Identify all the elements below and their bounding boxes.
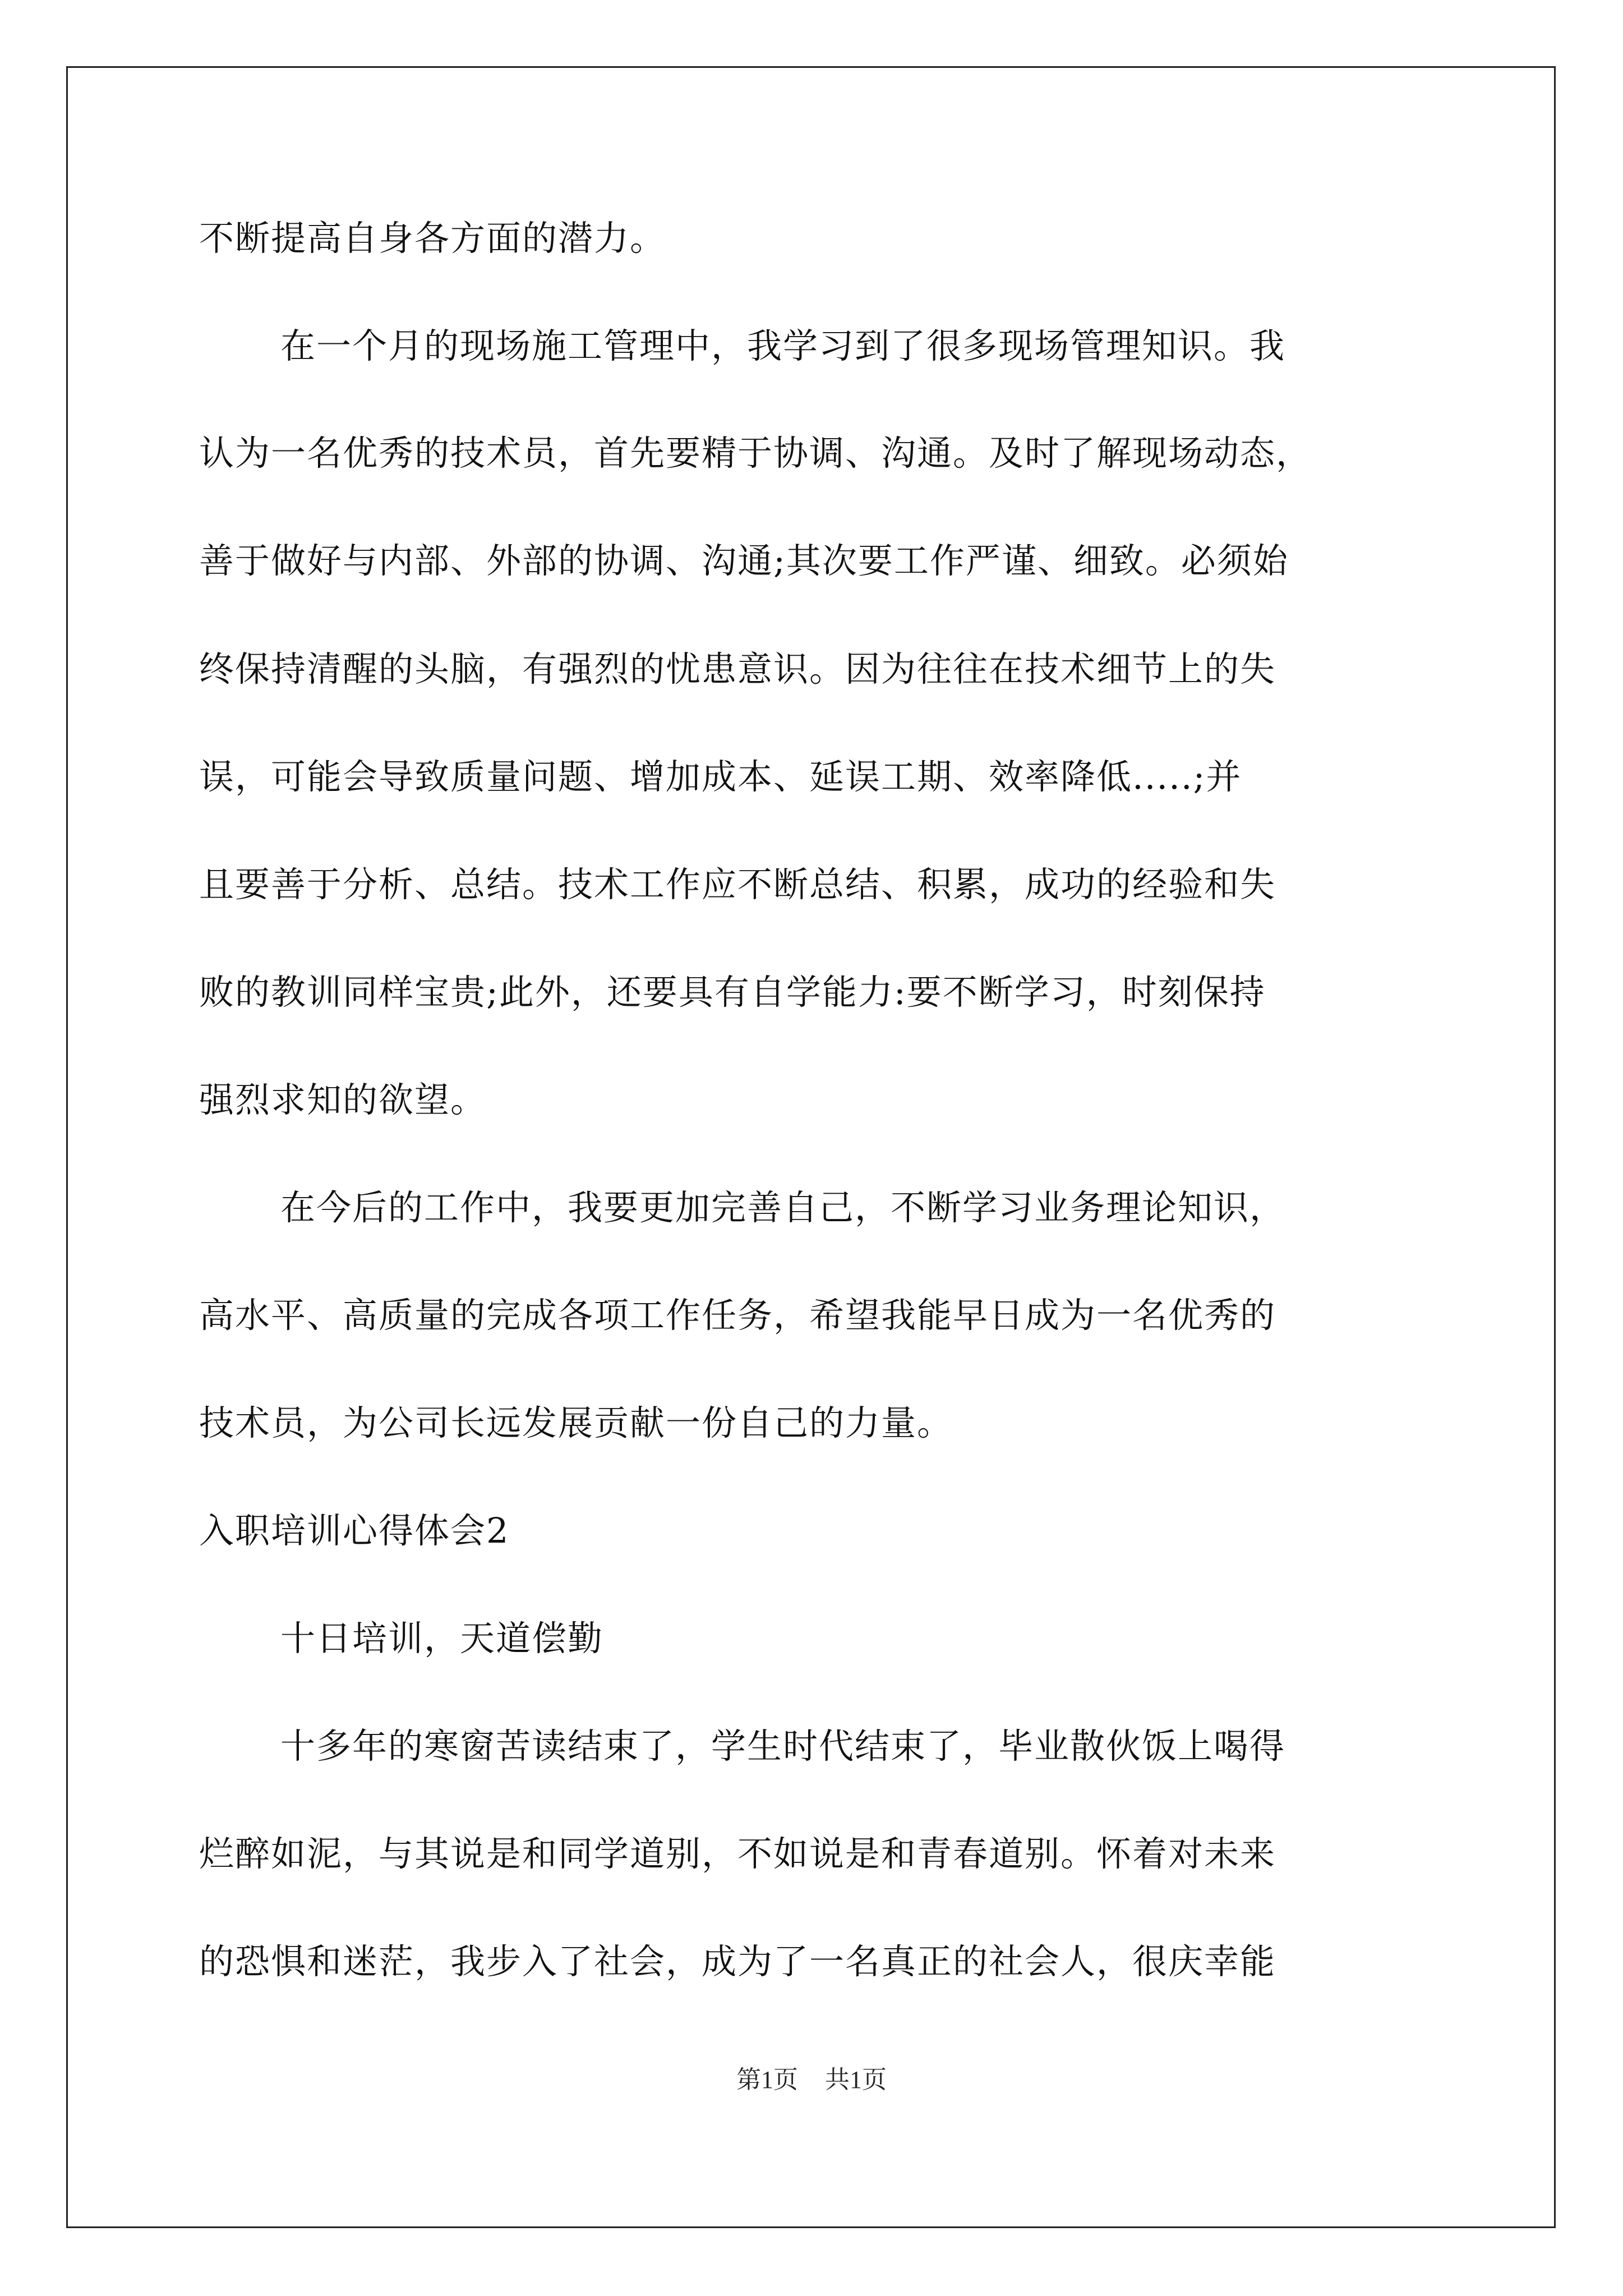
text-line-16: 烂醉如泥，与其说是和同学道别，不如说是和青春道别。怀着对未来: [199, 1833, 1276, 1874]
page-border: [66, 66, 1556, 2228]
text-line-1: 不断提高自身各方面的潜力。: [199, 218, 666, 259]
text-line-4: 善于做好与内部、外部的协调、沟通;其次要工作严谨、细致。必须始: [199, 540, 1289, 581]
text-line-5: 终保持清醒的头脑，有强烈的忧患意识。因为往往在技术细节上的失: [199, 648, 1276, 689]
text-line-10: 在今后的工作中，我要更加完善自己，不断学习业务理论知识，: [280, 1187, 1286, 1228]
text-line-15: 十多年的寒窗苦读结束了，学生时代结束了，毕业散伙饭上喝得: [280, 1726, 1286, 1766]
page-footer: [0, 2064, 1623, 2096]
page-total: 共1页: [825, 2066, 887, 2093]
text-line-9: 强烈求知的欲望。: [199, 1079, 487, 1120]
text-line-12: 技术员，为公司长远发展贡献一份自己的力量。: [199, 1402, 953, 1443]
text-line-6: 误，可能会导致质量问题、增加成本、延误工期、效率降低.....;并: [199, 756, 1242, 797]
text-line-3: 认为一名优秀的技术员，首先要精于协调、沟通。及时了解现场动态，: [199, 432, 1312, 473]
text-line-7: 且要善于分析、总结。技术工作应不断总结、积累，成功的经验和失: [199, 864, 1276, 905]
text-line-2: 在一个月的现场施工管理中，我学习到了很多现场管理知识。我: [280, 325, 1286, 366]
text-line-11: 高水平、高质量的完成各项工作任务，希望我能早日成为一名优秀的: [199, 1295, 1276, 1336]
text-line-8: 败的教训同样宝贵;此外，还要具有自学能力:要不断学习，时刻保持: [199, 972, 1266, 1013]
text-line-14: 十日培训，天道偿勤: [280, 1618, 604, 1659]
page-number: 第1页: [736, 2066, 798, 2093]
section-heading: 入职培训心得体会2: [199, 1510, 510, 1551]
text-line-17: 的恐惧和迷茫，我步入了社会，成为了一名真正的社会人，很庆幸能: [199, 1941, 1276, 1982]
